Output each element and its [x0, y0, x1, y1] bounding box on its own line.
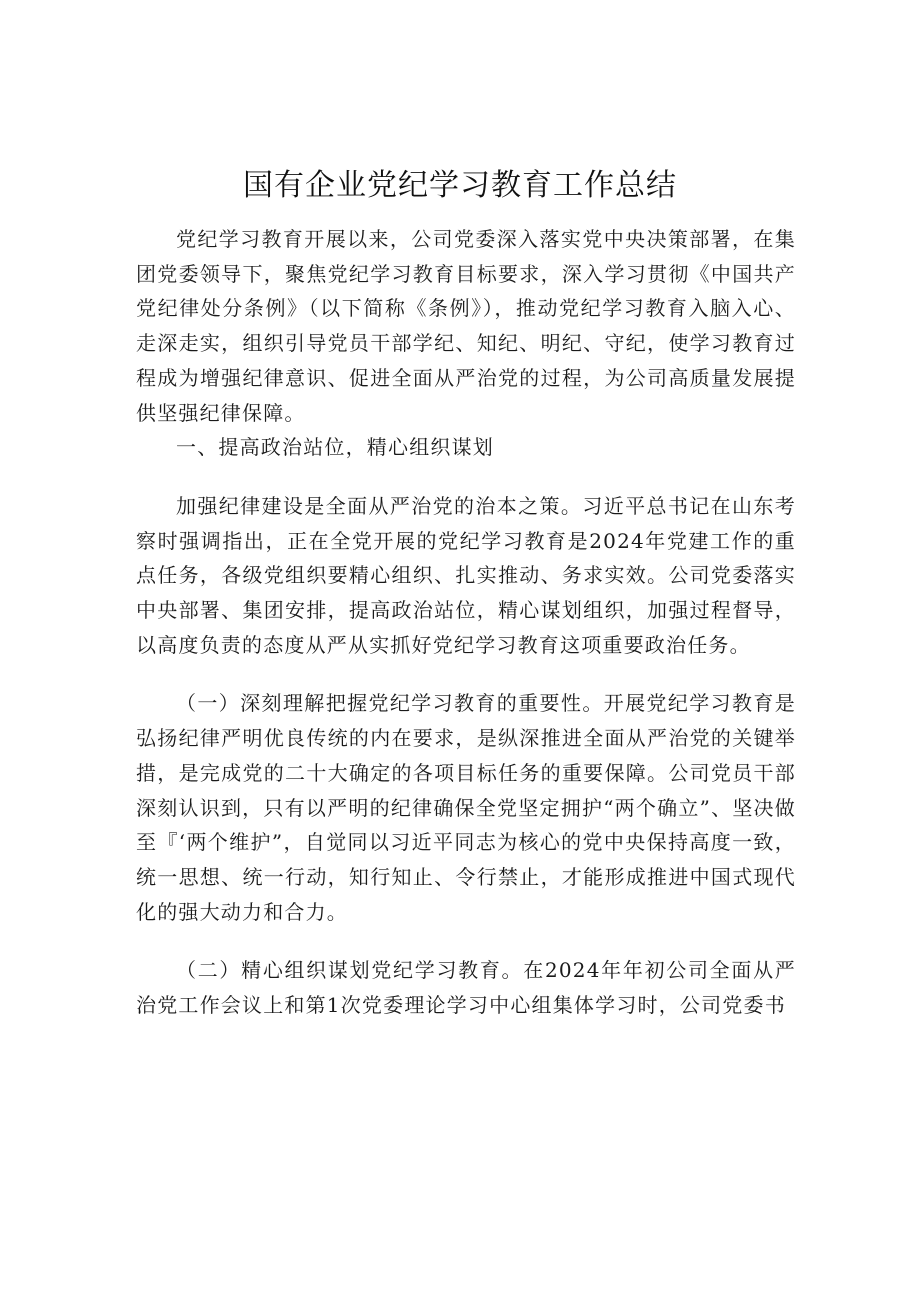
section-heading-1: 一、提高政治站位，精心组织谋划: [176, 435, 494, 460]
document-body: [136, 222, 796, 1023]
paragraph-intro: 党纪学习教育开展以来，公司党委深入落实党中央决策部署，在集团党委领导下，聚焦党纪学习教育目标要求，深入学习贯彻《中国共产党纪律处分条例》（以下简称《条例》），推动党纪学习教育入脑入心、走深走实，组织引导党员干部学纪、知纪、明纪、守纪，使学习教育过程成为增强纪律意识、促进全面从严治党的过程，为公司高质量发展提供坚强纪律保障。: [136, 227, 796, 425]
paragraph-section-1: 加强纪律建设是全面从严治党的治本之策。习近平总书记在山东考察时强调指出，正在全党开展的党纪学习教育是2024年党建工作的重点任务，各级党组织要精心组织、扎实推动、务求实效。公司党委落实中央部署、集团安排，提高政治站位，精心谋划组织，加强过程督导，以高度负责的态度从严从实抓好党纪学习教育这项重要政治任务。: [136, 493, 796, 657]
paragraph-subsection-1: （一）深刻理解把握党纪学习教育的重要性。开展党纪学习教育是弘扬纪律严明优良传统的内在要求，是纵深推进全面从严治党的关键举措，是完成党的二十大确定的各项目标任务的重要保障。公司党员干部深刻认识到，只有以严明的纪律确保全党坚定拥护“两个确立”、坚决做至『‘两个维护”，自觉同以习近平同志为核心的党中央保持高度一致，统一思想、统一行动，知行知止、令行禁止，才能形成推进中国式现代化的强大动力和合力。: [136, 691, 796, 924]
document-title: 国有企业党纪学习教育工作总结: [243, 168, 677, 203]
paragraph-subsection-2: （二）精心组织谋划党纪学习教育。在2024年年初公司全面从严治党工作会议上和第1次党委理论学习中心组集体学习时，公司党委书: [136, 958, 796, 1018]
